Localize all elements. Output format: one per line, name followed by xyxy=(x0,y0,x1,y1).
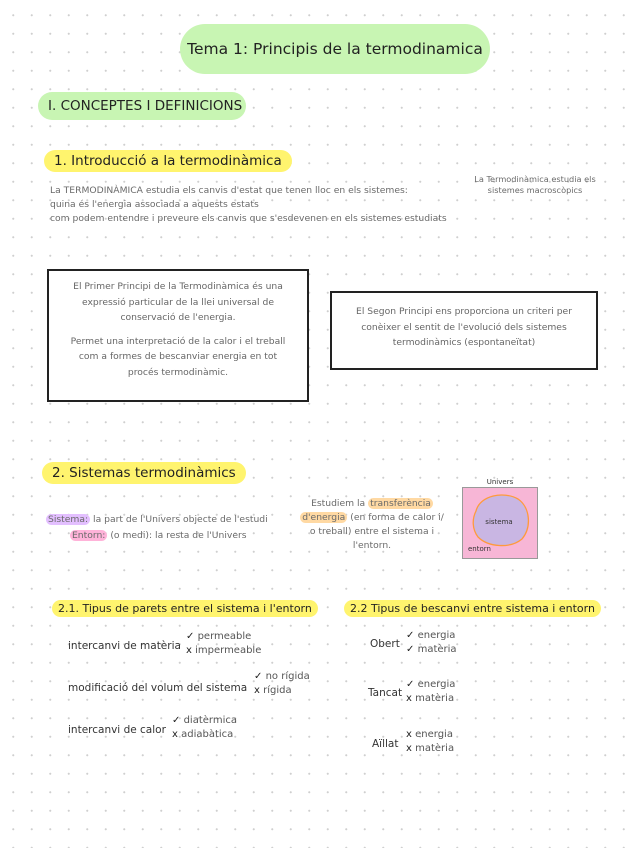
exchange-option xyxy=(406,629,457,643)
transfer-line: l'entorn. xyxy=(352,540,392,551)
cross-mark: x xyxy=(406,693,412,704)
section-heading-1-text: I. CONCEPTES I DEFINICIONS xyxy=(48,98,243,114)
cross-mark: x xyxy=(186,645,192,656)
check-mark: ✓ xyxy=(172,715,181,726)
intro-line: com podem entendre i preveure els canvis que s'esdevenen en els sistemes estudiats xyxy=(50,213,447,224)
side-note xyxy=(470,174,600,196)
exchange-option-text: energia xyxy=(415,729,453,740)
wall-row-label: modificació del volum del sistema xyxy=(68,682,248,694)
second-law-line: El Segon Principi ens proporciona un criteri per xyxy=(356,306,572,317)
first-law-line: expressió particular de la llei universal de xyxy=(82,296,274,308)
wall-option-text: permeable xyxy=(197,631,252,642)
second-law-line: termodinàmics (espontaneïtat) xyxy=(392,337,536,348)
intro-text xyxy=(50,184,447,226)
side-note-line: La Termodinàmica estudia els xyxy=(474,174,596,184)
diagram-entorn-label: entorn xyxy=(468,545,491,553)
cross-mark: x xyxy=(254,685,260,696)
first-law-line: conservació de l'energia. xyxy=(120,312,236,323)
page-title xyxy=(180,24,490,74)
term-entorn: Entorn: xyxy=(72,530,106,541)
side-note-line: sistemes macroscòpics xyxy=(487,185,583,195)
transfer-line xyxy=(286,511,458,525)
exchange-option xyxy=(406,643,457,657)
wall-row-options xyxy=(172,714,237,742)
exchange-row-label: Obert xyxy=(370,638,400,650)
wall-option-text: adiabàtica xyxy=(181,729,234,740)
wall-row-label: intercanvi de calor xyxy=(68,724,166,736)
wall-row-options xyxy=(186,630,261,658)
exchange-option-text: matèria xyxy=(415,743,455,754)
exchange-option xyxy=(406,742,454,756)
def-sistema xyxy=(46,513,268,527)
first-law-line: Permet una interpretació de la calor i el treball xyxy=(70,335,286,347)
def-entorn-text: (o medi): la resta de l'Univers xyxy=(110,530,247,541)
wall-option-text: rígida xyxy=(263,685,292,696)
exchange-row-label: Aïllat xyxy=(372,738,399,750)
page-title-text: Tema 1: Principis de la termodinamica xyxy=(187,40,483,58)
cross-mark: x xyxy=(406,729,412,740)
wall-option xyxy=(186,630,261,644)
exchange-option-text: matèria xyxy=(415,693,455,704)
check-mark: ✓ xyxy=(254,671,263,682)
first-law-spacer xyxy=(49,326,307,334)
check-mark: ✓ xyxy=(406,644,415,655)
exchange-option-text: energia xyxy=(417,679,456,690)
first-law-line: procés termodinàmic. xyxy=(127,366,229,378)
exchange-row-options xyxy=(406,629,457,657)
cross-mark: x xyxy=(406,743,412,754)
wall-option xyxy=(186,644,261,658)
transfer-highlight: transferència xyxy=(370,498,431,509)
cross-mark: x xyxy=(172,729,178,740)
check-mark: ✓ xyxy=(406,679,415,690)
subheading-2-1-text: 2.1. Tipus de parets entre el sistema i l'entorn xyxy=(52,600,318,617)
subheading-2-1 xyxy=(52,597,318,616)
transfer-pre: Estudiem la xyxy=(311,498,366,509)
subheading-2-2-text: 2.2 Tipus de bescanvi entre sistema i entorn xyxy=(344,600,601,617)
exchange-option xyxy=(406,728,454,742)
subheading-intro xyxy=(44,150,292,169)
transfer-highlight: d'energia xyxy=(302,512,346,523)
intro-line: quina és l'energia associada a aquests estats xyxy=(50,199,259,210)
transfer-line xyxy=(286,497,458,511)
transfer-rest: (en forma de calor i/ xyxy=(350,512,444,523)
diagram-univers-label: Univers xyxy=(486,478,514,486)
subheading-intro-text: 1. Introducció a la termodinàmica xyxy=(44,150,292,172)
exchange-row-options xyxy=(406,678,455,706)
check-mark: ✓ xyxy=(186,631,195,642)
intro-line: La TERMODINÀMICA estudia els canvis d'estat que tenen lloc en els sistemes: xyxy=(50,185,408,196)
wall-option-text: diatèrmica xyxy=(183,715,237,726)
wall-option xyxy=(172,714,237,728)
exchange-option-text: matèria xyxy=(417,644,457,655)
subheading-sistemas xyxy=(42,462,246,481)
first-law-line: com a formes de bescanviar energia en tot xyxy=(78,351,278,362)
wall-option-text: impermeable xyxy=(195,645,262,656)
section-heading-1 xyxy=(38,92,246,120)
exchange-option xyxy=(406,692,455,706)
subheading-2-2 xyxy=(344,597,601,616)
check-mark: ✓ xyxy=(406,630,415,641)
second-law-line: conèixer el sentit de l'evolució dels sistemes xyxy=(361,321,567,333)
wall-option xyxy=(254,670,310,684)
wall-row-options xyxy=(254,670,310,698)
wall-option-text: no rígida xyxy=(265,671,310,682)
wall-option xyxy=(172,728,237,742)
def-entorn xyxy=(46,529,268,543)
wall-option xyxy=(254,684,310,698)
diagram-sistema-label: sistema xyxy=(485,518,513,526)
second-law-box xyxy=(330,291,598,370)
subheading-sistemas-text: 2. Sistemas termodinàmics xyxy=(42,462,246,484)
term-sistema: Sistema: xyxy=(48,514,89,525)
transfer-text xyxy=(286,497,458,553)
first-law-box xyxy=(47,269,309,402)
first-law-line: El Primer Principi de la Termodinàmica és una xyxy=(73,281,283,292)
wall-row-label: intercanvi de matèria xyxy=(68,640,181,652)
exchange-option xyxy=(406,678,455,692)
exchange-row-label: Tancat xyxy=(368,687,403,699)
def-sistema-text: la part de l'Univers objecte de l'estudi xyxy=(93,514,268,525)
exchange-row-options xyxy=(406,728,454,756)
exchange-option-text: energia xyxy=(417,630,456,641)
definitions xyxy=(46,513,268,543)
transfer-line: o treball) entre el sistema i xyxy=(309,526,435,537)
